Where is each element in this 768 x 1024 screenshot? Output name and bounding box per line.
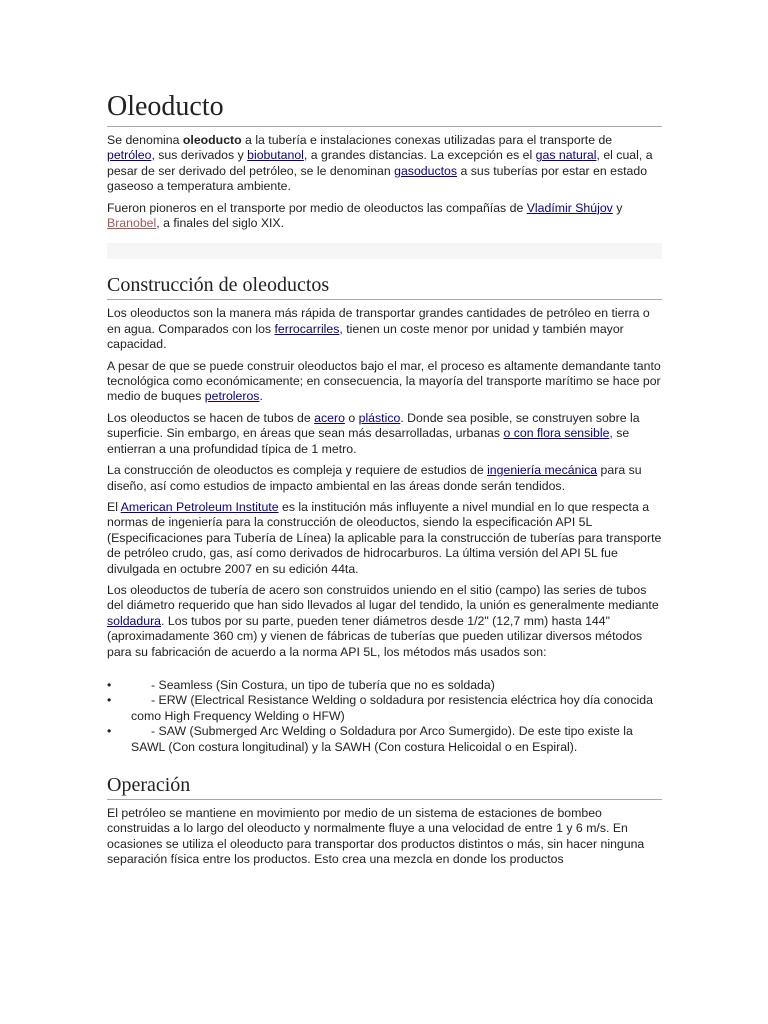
bullet-icon: •: [107, 693, 112, 708]
operacion-paragraph-1: El petróleo se mantiene en movimiento por medio de un sistema de estaciones de bombeo construidas a lo largo del oleoducto y normalmente fluye a una velocidad de entre 1 y 6 m/s. En ocasiones se utiliza el oleoducto para transportar dos productos distintos o más, sin hacer ninguna separación física entre los productos. Esto crea una mezcla en donde los productos: [107, 806, 645, 867]
text: , sus derivados y: [151, 148, 248, 163]
text: Se denomina: [107, 133, 183, 147]
list-item-text: - ERW (Electrical Resistance Welding o soldadura por resistencia eléctrica hoy día conocida como High Frequency Welding o HFW): [131, 693, 653, 723]
toc-placeholder: [107, 243, 662, 259]
text: , a finales del siglo XIX.: [156, 216, 285, 231]
construccion-paragraph-4: [107, 463, 662, 494]
text: A pesar de que se puede construir oleoductos bajo el mar, el proceso es altamente demandante tanto tecnológica como económicamente; en consecuencia, la mayoría del transporte marítimo se hace por medio de buques: [107, 358, 661, 404]
text: Los oleoductos son la manera más rápida de transportar grandes cantidades de petróleo en tierra o en agua. Comparados con los: [107, 306, 650, 336]
bold-term: oleoducto: [182, 133, 242, 147]
link-plastico[interactable]: plástico: [358, 410, 401, 425]
text: Fueron pioneros en el transporte por medio de oleoductos las compañías de: [107, 200, 527, 215]
list-item: [107, 724, 662, 755]
construccion-paragraph-5: [107, 500, 662, 577]
link-branobel[interactable]: Branobel: [107, 216, 157, 231]
intro-paragraph-2: [107, 201, 662, 232]
link-gasoductos[interactable]: gasoductos: [394, 163, 458, 178]
construccion-paragraph-3: [107, 411, 662, 457]
list-item-text: - Seamless (Sin Costura, un tipo de tubería que no es soldada): [151, 677, 495, 692]
text: a sus tuberías por estar en estado gaseoso a temperatura ambiente.: [107, 163, 648, 194]
link-flora-sensible[interactable]: o con flora sensible: [503, 426, 610, 441]
link-shujov[interactable]: Vladímir Shújov: [526, 200, 613, 215]
text: , tienen un coste menor por unidad y también mayor capacidad.: [107, 321, 624, 352]
article: [107, 90, 662, 868]
link-gas-natural[interactable]: gas natural: [535, 148, 597, 163]
text: La construcción de oleoductos es compleja y requiere de estudios de: [107, 463, 488, 478]
text: Los oleoductos se hacen de tubos de: [107, 410, 315, 425]
list-item-text: - SAW (Submerged Arc Welding o Soldadura por Arco Sumergido). De este tipo existe la SAWL (Con costura longitudinal) y la SAWH (Con costura Helicoidal o en Espiral).: [131, 724, 633, 754]
text: .: [259, 389, 263, 404]
text: es la institución más influyente a nivel mundial en lo que respecta a normas de ingeniería para la construcción de oleoductos, siendo la especificación API 5L (Especificaciones para Tubería de Línea) la aplicable para la construcción de tuberías para transporte de petróleo crudo, gas, así como derivados de hidrocarburos. La última versión del API 5L fue divulgada en octubre 2007 en su edición 44ta.: [107, 499, 662, 576]
link-soldadura[interactable]: soldadura: [107, 613, 162, 628]
construccion-paragraph-2: [107, 359, 662, 405]
list-item: [107, 693, 662, 724]
text: , se entierran a una profundidad típica de 1 metro.: [107, 426, 630, 456]
bullet-icon: •: [107, 677, 112, 692]
methods-list: [107, 678, 662, 755]
text: a la tubería e instalaciones conexas utilizadas para el transporte de: [241, 133, 613, 147]
bullet-icon: •: [107, 724, 112, 739]
link-biobutanol[interactable]: biobutanol: [247, 148, 304, 163]
section-heading-construccion: Construcción de oleoductos: [107, 273, 662, 300]
link-american-petroleum-institute[interactable]: American Petroleum Institute: [120, 499, 279, 514]
link-petroleros[interactable]: petroleros: [204, 389, 260, 404]
text: . Donde sea posible, se construyen sobre la superficie. Sin embargo, en áreas que sean más desarrolladas, urbanas: [107, 410, 640, 441]
text: , a grandes distancias. La excepción es el: [303, 148, 536, 163]
text: y: [612, 200, 623, 215]
link-ingenieria-mecanica[interactable]: ingeniería mecánica: [487, 463, 598, 478]
list-item: [107, 678, 662, 693]
section-heading-operacion: Operación: [107, 773, 662, 800]
text: , el cual, a pesar de ser derivado del petróleo, se le denominan: [107, 148, 653, 178]
construccion-paragraph-6: [107, 583, 662, 660]
intro-paragraph-1: [107, 133, 662, 195]
link-petroleo[interactable]: petróleo: [107, 148, 152, 163]
link-ferrocarriles[interactable]: ferrocarriles: [274, 321, 340, 336]
text: para su diseño, así como estudios de impacto ambiental en las áreas donde serán tendidos.: [107, 463, 642, 493]
text: Los oleoductos de tubería de acero son construidos uniendo en el sitio (campo) las series de tubos del diámetro requerido que han sido llevados al lugar del tendido, la unión es generalmente mediante: [107, 582, 659, 613]
link-acero[interactable]: acero: [314, 410, 345, 425]
page-title: Oleoducto: [107, 90, 662, 127]
text: El: [107, 499, 121, 514]
text: . Los tubos por su parte, pueden tener diámetros desde 1/2" (12,7 mm) hasta 144" (aproximadamente 360 cm) y vienen de fábricas de tuberías que pueden utilizar diversos métodos para su fabricación de acuerdo a la norma API 5L, los métodos más usados son:: [107, 613, 643, 659]
construccion-paragraph-1: [107, 306, 662, 352]
text: o: [344, 410, 359, 425]
